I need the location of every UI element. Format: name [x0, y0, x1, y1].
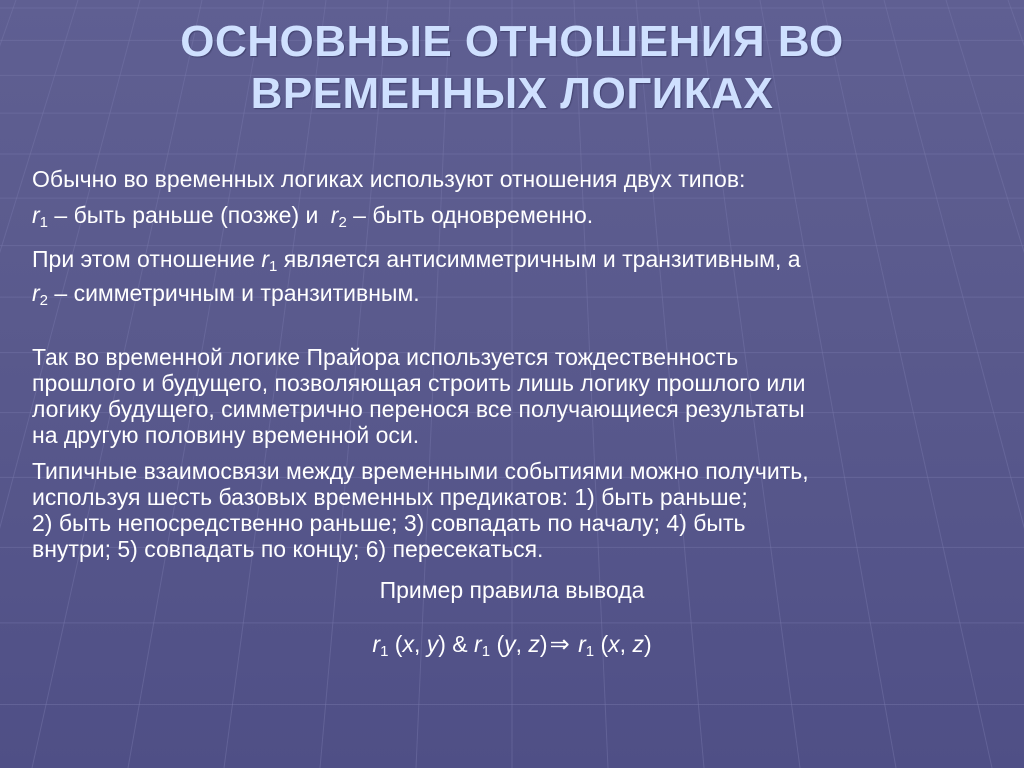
formula-paren: ) — [539, 631, 548, 657]
r2-index: 2 — [338, 214, 347, 231]
formula-paren: ) — [438, 631, 446, 657]
properties-text-c: – симметричным и транзитивным. — [48, 280, 420, 306]
formula-paren: ( — [490, 631, 505, 657]
r1-symbol: r — [32, 202, 40, 228]
formula-comma: , — [515, 631, 529, 657]
prior-line-1: Так во временной логике Прайора используется тождественность — [32, 344, 739, 370]
implies-arrow: ⇒ — [549, 631, 570, 658]
formula-index-c: 1 — [585, 643, 595, 660]
formula-index-b: 1 — [481, 643, 491, 660]
predicates-line-3: 2) быть непосредственно раньше; 3) совпадать по началу; 4) быть — [32, 510, 746, 536]
slide-body — [32, 166, 1002, 562]
p2-r1-index: 1 — [269, 258, 278, 275]
example-caption: Пример правила вывода — [379, 577, 645, 603]
slide-title — [60, 16, 964, 120]
formula-var: x — [608, 631, 620, 657]
formula-var: y — [426, 631, 439, 657]
formula-r-b: r — [474, 631, 482, 657]
properties-text-b: является антисимметричным и транзитивным, а — [277, 246, 801, 272]
formula-paren: ( — [388, 631, 403, 657]
prior-line-3: логику будущего, симметрично перенося все получающиеся результаты — [32, 396, 805, 422]
prior-line-4: на другую половину временной оси. — [32, 422, 420, 448]
formula-and: & — [445, 631, 475, 657]
properties-text-a: При этом отношение — [32, 246, 262, 272]
formula-r-c: r — [571, 631, 586, 657]
r2-definition: – быть одновременно. — [346, 202, 594, 228]
prior-logic-paragraph — [32, 344, 1002, 448]
r2-symbol: r — [330, 202, 339, 228]
p2-r2-symbol: r — [32, 280, 40, 306]
formula-var: z — [632, 631, 644, 657]
formula-paren: ) — [643, 631, 652, 657]
predicates-paragraph — [32, 458, 1002, 562]
properties-paragraph — [32, 246, 1002, 314]
formula-var: x — [402, 631, 414, 657]
inference-formula — [0, 631, 1024, 665]
predicates-line-1: Типичные взаимосвязи между временными событиями можно получить, — [32, 458, 809, 484]
p2-r2-index: 2 — [39, 292, 49, 309]
intro-paragraph: Обычно во временных логиках используют отношения двух типов: — [32, 166, 746, 192]
formula-var: y — [504, 631, 516, 657]
formula-r-a: r — [372, 631, 381, 657]
relations-definition — [32, 202, 1002, 236]
formula-comma: , — [413, 631, 427, 657]
predicates-line-4: внутри; 5) совпадать по концу; 6) пересекаться. — [32, 536, 544, 562]
p2-r1-symbol: r — [261, 246, 270, 272]
r1-definition: – быть раньше (позже) и — [48, 202, 325, 228]
formula-comma: , — [619, 631, 633, 657]
r1-index: 1 — [39, 214, 49, 231]
formula-paren: ( — [594, 631, 609, 657]
predicates-line-2: используя шесть базовых временных предикатов: 1) быть раньше; — [32, 484, 748, 510]
formula-var: z — [528, 631, 540, 657]
prior-line-2: прошлого и будущего, позволяющая строить лишь логику прошлого или — [32, 370, 806, 396]
title-line-2: ВРЕМЕННЫХ ЛОГИКАХ — [250, 69, 774, 118]
formula-index-a: 1 — [380, 643, 389, 660]
title-line-1: ОСНОВНЫЕ ОТНОШЕНИЯ ВО — [180, 17, 844, 66]
